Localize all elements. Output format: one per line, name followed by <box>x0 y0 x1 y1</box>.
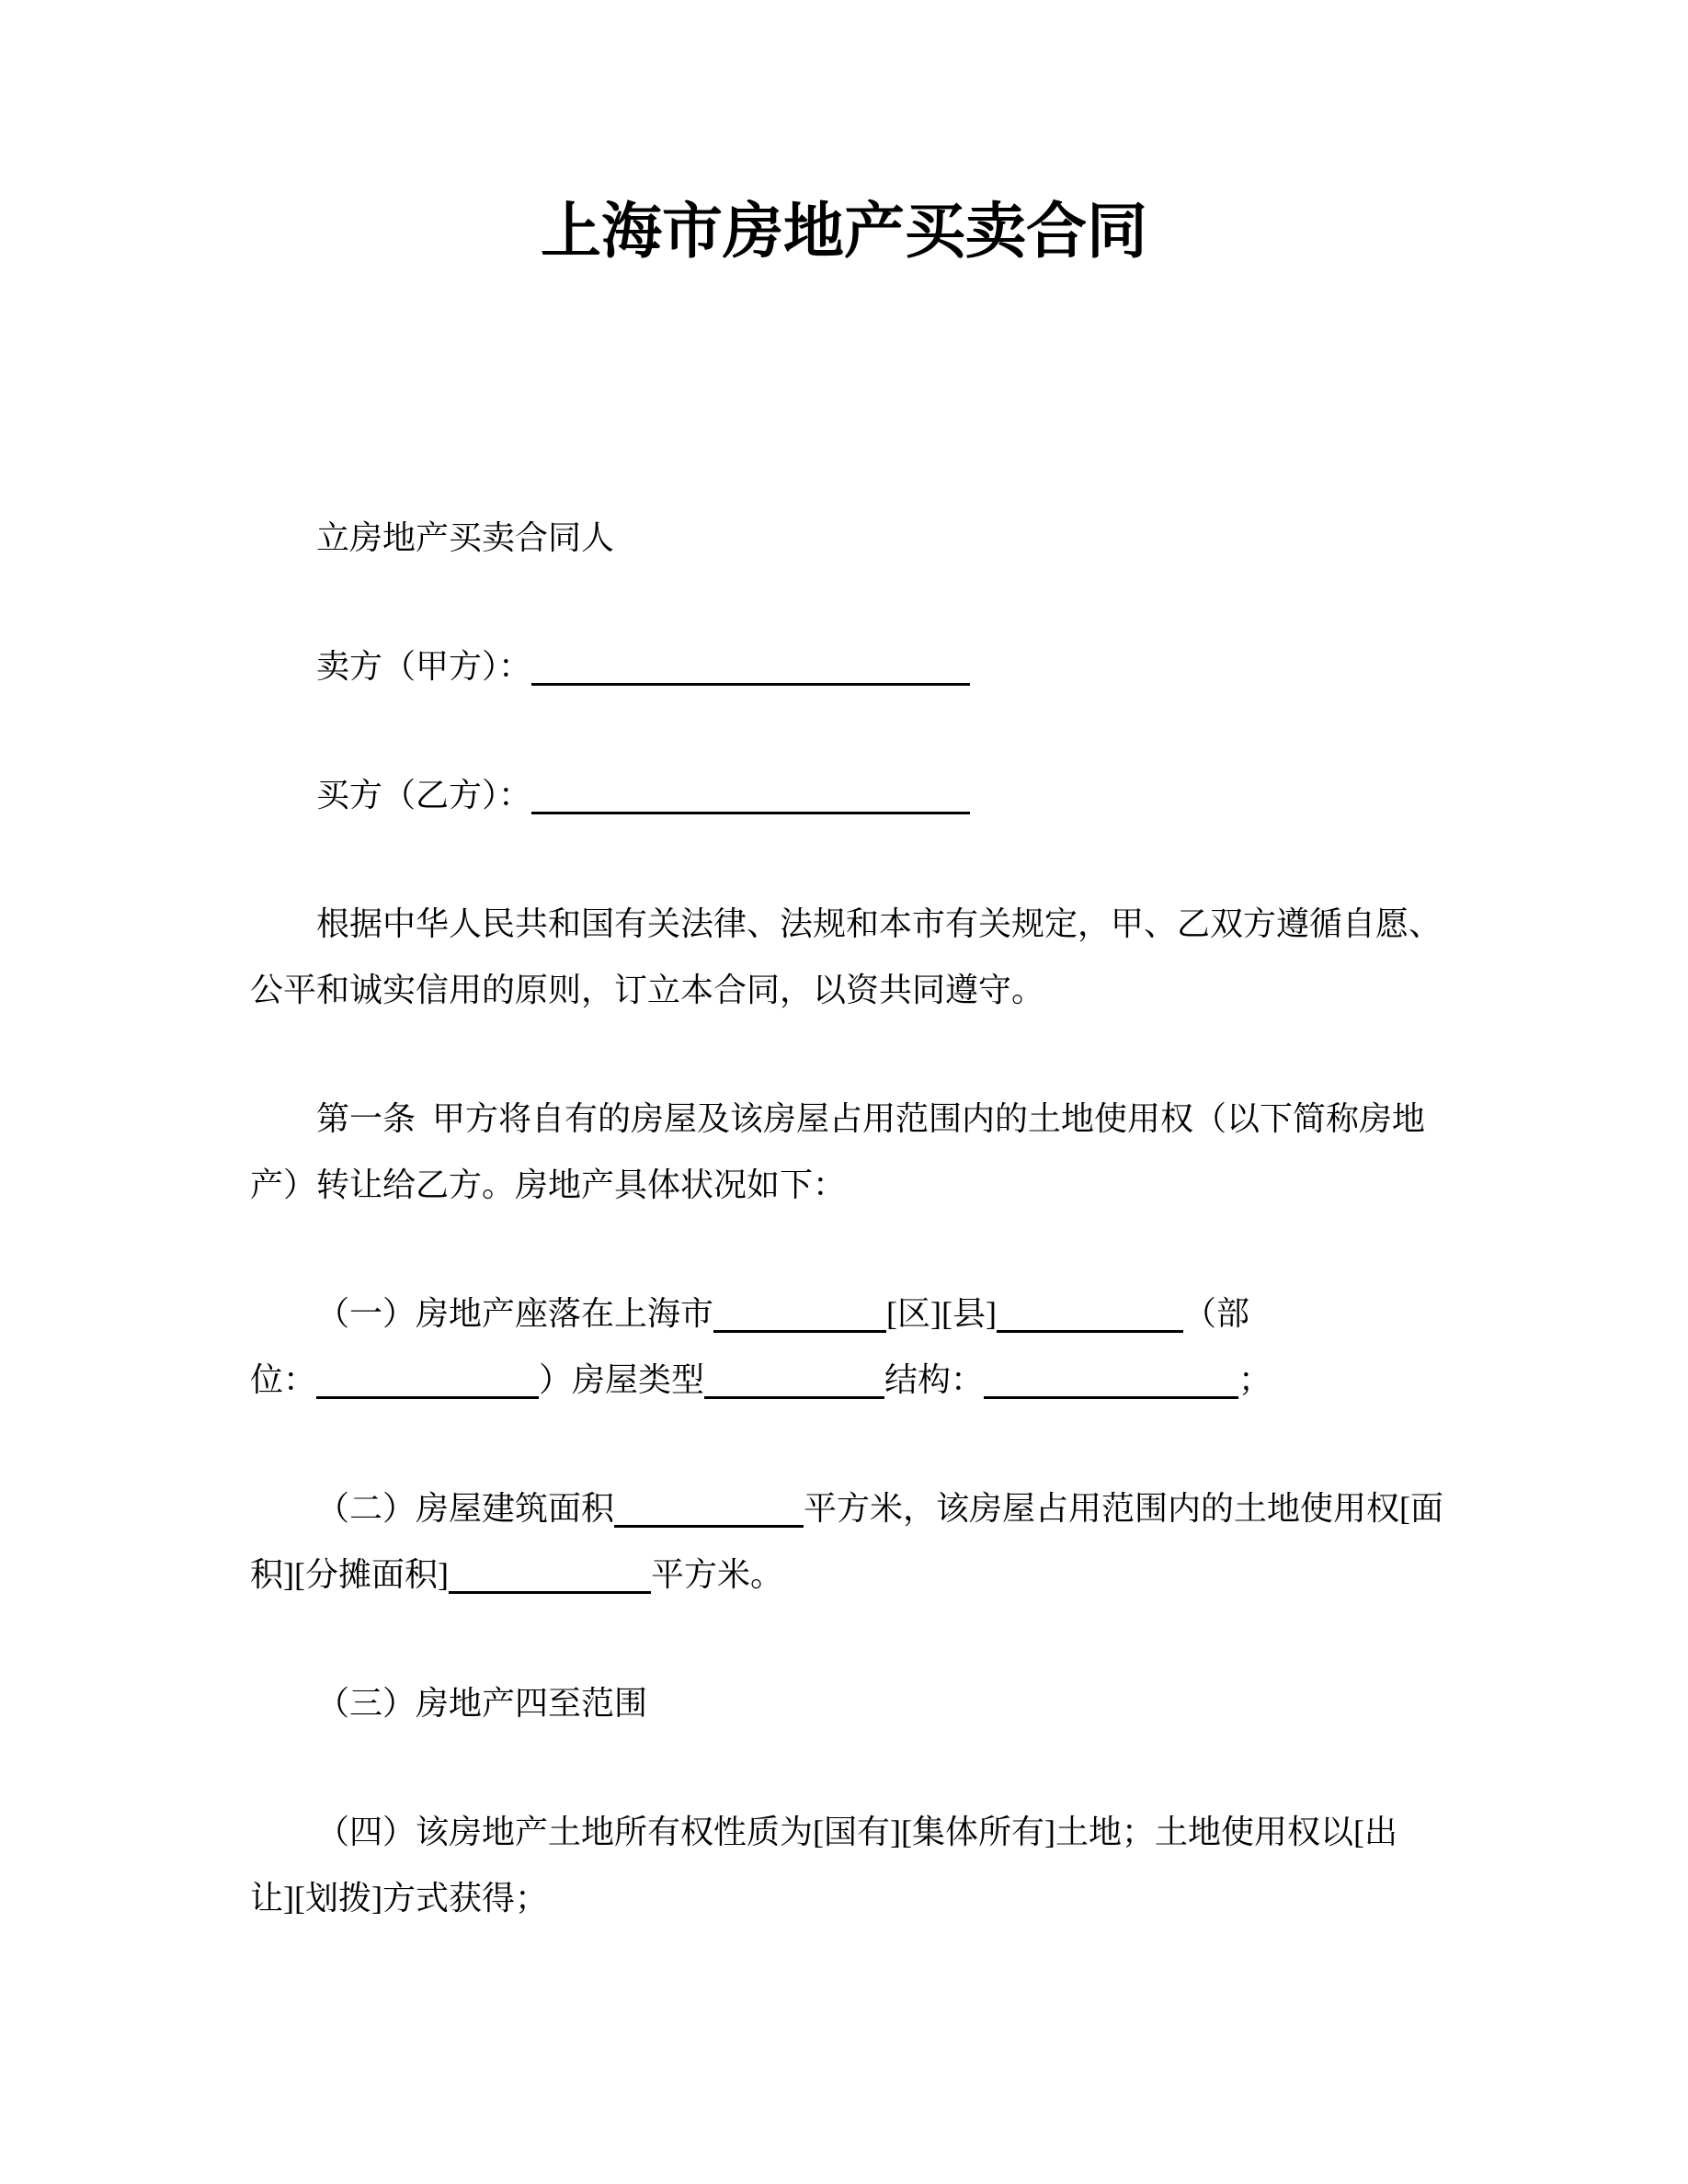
text-segment: 让][划拨]方式获得； <box>250 1880 548 1917</box>
line-article1-2 <box>250 1152 1438 1218</box>
fill-in-blank <box>614 1522 804 1528</box>
text-segment: 平方米，该房屋占用范围内的土地使用权[面 <box>804 1490 1444 1527</box>
text-segment: （四）该房地产土地所有权性质为[国有][集体所有]土地；土地使用权以[出 <box>316 1814 1397 1850</box>
text-segment: ； <box>1238 1361 1272 1398</box>
fill-in-blank <box>531 680 970 686</box>
document-body <box>250 505 1444 1931</box>
text-segment: （一）房地产座落在上海市 <box>316 1295 714 1332</box>
text-segment: 买方（乙方）： <box>316 777 532 813</box>
text-segment: （二）房屋建筑面积 <box>316 1490 615 1527</box>
text-segment: 卖方（甲方）： <box>316 648 532 685</box>
line-preamble-1 <box>250 891 1443 957</box>
text-segment: 积][分摊面积] <box>250 1556 449 1593</box>
text-segment: 平方米。 <box>650 1556 783 1593</box>
text-segment: 第一条 甲方将自有的房屋及该房屋占用范围内的土地使用权（以下简称房地 <box>316 1100 1426 1137</box>
line-item1-2 <box>250 1347 1438 1413</box>
fill-in-blank <box>449 1588 651 1594</box>
line-item4-2 <box>250 1865 1438 1931</box>
line-item4-1 <box>250 1799 1438 1865</box>
text-segment: （部 <box>1182 1295 1249 1332</box>
fill-in-blank <box>997 1327 1183 1333</box>
fill-in-blank <box>316 1393 539 1399</box>
line-preamble-2 <box>250 957 1438 1023</box>
text-segment: 结构： <box>884 1361 985 1398</box>
text-segment: ）房屋类型 <box>539 1361 705 1398</box>
text-segment: 公平和诚实信用的原则，订立本合同，以资共同遵守。 <box>250 972 1045 1008</box>
line-item2-2 <box>250 1541 1438 1608</box>
text-segment: 立房地产买卖合同人 <box>316 519 615 556</box>
line-item1-1 <box>250 1280 1438 1347</box>
line-buyer-party <box>250 762 1438 828</box>
line-item3 <box>250 1670 1438 1736</box>
text-segment: 位： <box>250 1361 317 1398</box>
line-item2-1 <box>250 1475 1444 1541</box>
line-article1-1 <box>250 1086 1438 1152</box>
text-segment: [区][县] <box>886 1295 997 1332</box>
fill-in-blank <box>704 1393 884 1399</box>
fill-in-blank <box>713 1327 886 1333</box>
line-seller-party <box>250 633 1438 700</box>
line-contract-parties-intro <box>250 505 1438 571</box>
fill-in-blank <box>531 809 970 814</box>
text-segment: 根据中华人民共和国有关法律、法规和本市有关规定，甲、乙双方遵循自愿、 <box>316 905 1443 942</box>
document-title: 上海市房地产买卖合同 <box>541 197 1147 265</box>
text-segment: （三）房地产四至范围 <box>316 1685 648 1722</box>
text-segment: 产）转让给乙方。房地产具体状况如下： <box>250 1166 847 1203</box>
fill-in-blank <box>984 1393 1238 1399</box>
